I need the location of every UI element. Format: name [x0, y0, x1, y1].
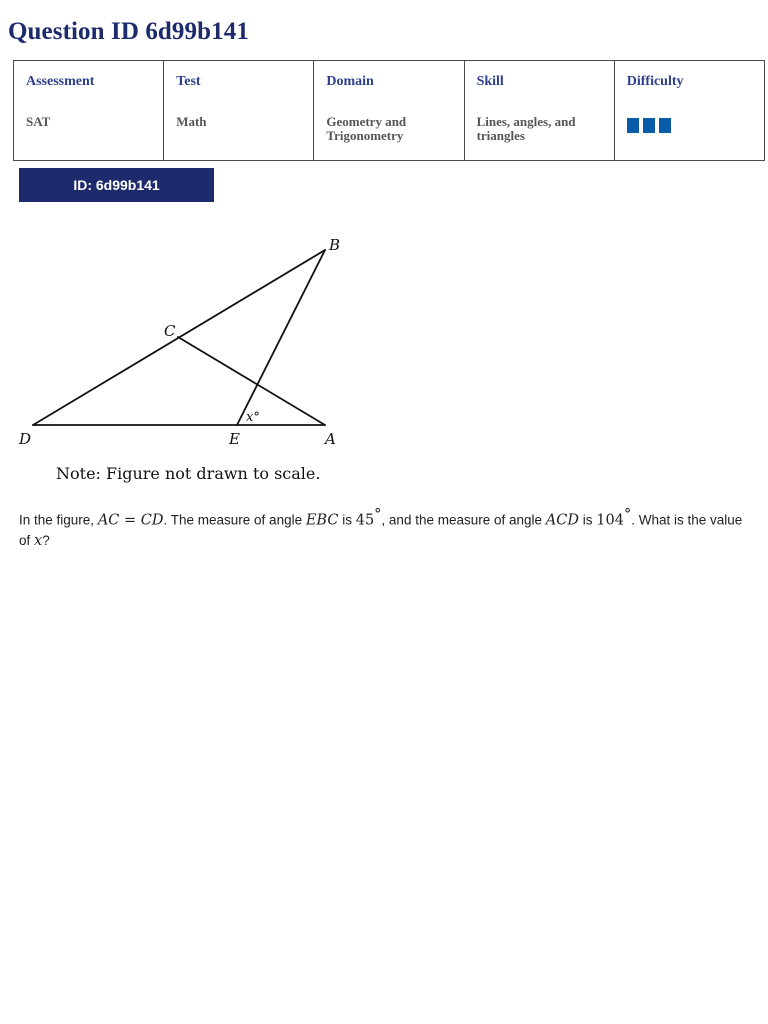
figure-note: Note: Figure not drawn to scale.	[56, 464, 321, 483]
question-text-part-2: is	[338, 512, 356, 528]
question-metadata-table	[13, 60, 765, 161]
domain-cell	[314, 61, 464, 161]
math-equals: =	[119, 512, 141, 529]
difficulty-cell	[614, 61, 764, 161]
assessment-header: Assessment	[26, 74, 95, 89]
test-header: Test	[176, 74, 201, 89]
domain-header: Domain	[326, 74, 374, 89]
skill-header: Skill	[476, 74, 504, 89]
angle-label-x: x°	[246, 410, 260, 425]
domain-value: Geometry and Trigonometry	[326, 114, 407, 143]
skill-value: Lines, angles, and triangles	[476, 114, 576, 143]
question-text	[19, 506, 749, 551]
question-text-part-5: . What is the value of	[19, 512, 743, 548]
point-label-A: A	[325, 430, 336, 448]
test-value: Math	[176, 114, 207, 129]
point-label-C: C	[164, 322, 176, 340]
triangle-figure	[0, 225, 400, 455]
difficulty-bar	[659, 118, 671, 133]
question-text-part-3: , and the measure of angle	[381, 512, 546, 528]
math-variable-x: x	[34, 532, 43, 549]
math-value-104: 104	[596, 512, 624, 529]
degree-symbol-1: °	[374, 507, 382, 523]
assessment-cell	[14, 61, 164, 161]
point-label-B: B	[329, 236, 341, 254]
test-cell	[164, 61, 314, 161]
assessment-value: SAT	[26, 114, 51, 129]
math-value-45: 45	[355, 512, 375, 529]
degree-symbol-2: °	[623, 507, 632, 523]
question-text-part-1: . The measure of angle	[163, 512, 306, 528]
question-text-part-4: is	[579, 512, 597, 528]
point-label-E: E	[229, 430, 240, 448]
math-segment-ac: AC	[97, 512, 120, 529]
math-angle-acd: ACD	[545, 512, 579, 529]
difficulty-bar	[627, 118, 639, 133]
math-angle-ebc: EBC	[305, 512, 339, 529]
skill-cell	[464, 61, 614, 161]
question-intro: In the figure,	[19, 512, 98, 528]
difficulty-bar	[643, 118, 655, 133]
question-text-part-6: ?	[42, 532, 50, 548]
question-id-banner: ID: 6d99b141	[19, 168, 214, 202]
point-label-D: D	[19, 430, 32, 448]
difficulty-header: Difficulty	[626, 74, 684, 89]
page-title: Question ID 6d99b141	[8, 18, 249, 45]
math-segment-cd: CD	[140, 512, 164, 529]
difficulty-indicator	[627, 118, 752, 133]
